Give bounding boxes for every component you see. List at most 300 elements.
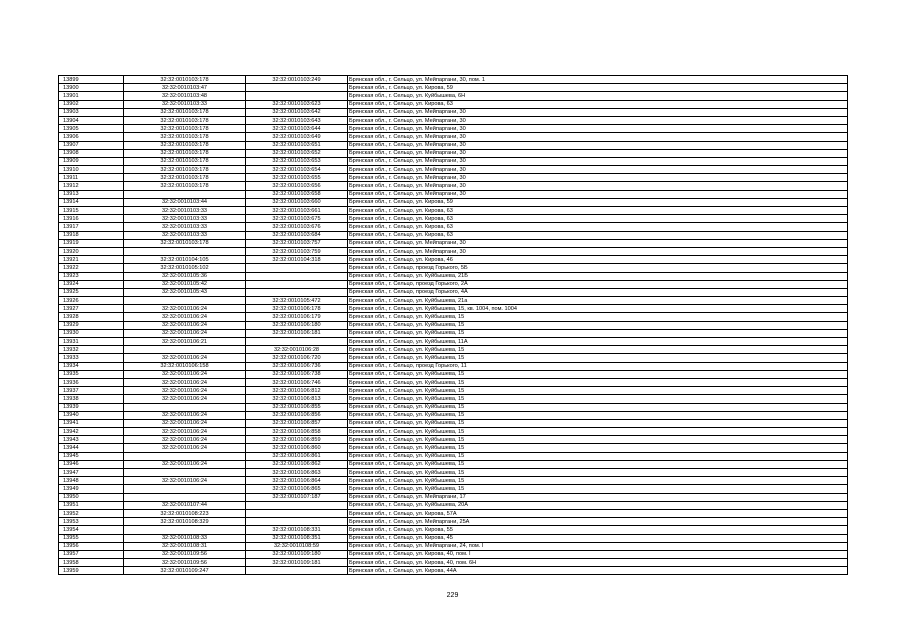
row-number-cell: 13913 (59, 190, 124, 198)
cadastral-number-cell: 32:32:0010109:56 (124, 550, 246, 558)
object-number-cell: 32:32:0010103:661 (246, 207, 348, 215)
object-number-cell: 32:32:0010103:651 (246, 141, 348, 149)
address-cell: Брянская обл., г. Сельцо, проезд Горького, 11 (348, 362, 848, 370)
object-number-cell: 32:32:0010106:856 (246, 411, 348, 419)
row-number-cell: 13924 (59, 280, 124, 288)
table-row (59, 272, 848, 280)
row-number-cell: 13947 (59, 469, 124, 477)
address-cell: Брянская обл., г. Сельцо, ул. Куйбышева, 6Н (348, 92, 848, 100)
address-cell: Брянская обл., г. Сельцо, ул. Кирова, 57А (348, 509, 848, 517)
object-number-cell: 32:32:0010106:859 (246, 436, 348, 444)
row-number-cell: 13948 (59, 477, 124, 485)
row-number-cell: 13926 (59, 297, 124, 305)
row-number-cell: 13916 (59, 215, 124, 223)
address-cell: Брянская обл., г. Сельцо, ул. Куйбышева, 15 (348, 419, 848, 427)
address-cell: Брянская обл., г. Сельцо, ул. Куйбышева, 15 (348, 354, 848, 362)
row-number-cell: 13939 (59, 403, 124, 411)
object-number-cell: 32:32:0010106:736 (246, 362, 348, 370)
table-row (59, 567, 848, 575)
object-number-cell: 32:32:0010104:318 (246, 256, 348, 264)
table-row (59, 84, 848, 92)
row-number-cell: 13944 (59, 444, 124, 452)
object-number-cell: 32:32:0010103:643 (246, 116, 348, 124)
row-number-cell: 13901 (59, 92, 124, 100)
object-number-cell (246, 567, 348, 575)
object-number-cell (246, 518, 348, 526)
table-row (59, 509, 848, 517)
cadastral-number-cell: 32:32:0010106:24 (124, 419, 246, 427)
object-number-cell: 32:32:0010103:656 (246, 182, 348, 190)
table-row (59, 297, 848, 305)
cadastral-number-cell (124, 526, 246, 534)
row-number-cell: 13927 (59, 305, 124, 313)
object-number-cell: 32:32:0010103:658 (246, 190, 348, 198)
table-row (59, 559, 848, 567)
address-cell: Брянская обл., г. Сельцо, ул. Куйбышева, 15 (348, 436, 848, 444)
object-number-cell: 32:32:0010106:178 (246, 305, 348, 313)
table-row (59, 526, 848, 534)
cadastral-number-cell: 32:32:0010103:178 (124, 149, 246, 157)
registry-table (58, 75, 848, 575)
cadastral-number-cell: 32:32:0010106:24 (124, 313, 246, 321)
object-number-cell: 32:32:0010103:653 (246, 157, 348, 165)
row-number-cell: 13946 (59, 460, 124, 468)
address-cell: Брянская обл., г. Сельцо, ул. Кирова, 63 (348, 100, 848, 108)
address-cell: Брянская обл., г. Сельцо, ул. Куйбышева, 15 (348, 395, 848, 403)
object-number-cell: 32:32:0010103:675 (246, 215, 348, 223)
cadastral-number-cell (124, 297, 246, 305)
address-cell: Брянская обл., г. Сельцо, ул. Куйбышева, 15 (348, 403, 848, 411)
row-number-cell: 13906 (59, 133, 124, 141)
address-cell: Брянская обл., г. Сельцо, ул. Кирова, 63 (348, 207, 848, 215)
address-cell: Брянская обл., г. Сельцо, ул. Мейпаргани, 17 (348, 493, 848, 501)
table-row (59, 346, 848, 354)
table-row (59, 518, 848, 526)
object-number-cell (246, 509, 348, 517)
table-row (59, 247, 848, 255)
object-number-cell: 32:32:0010106:864 (246, 477, 348, 485)
cadastral-number-cell: 32:32:0010106:21 (124, 338, 246, 346)
cadastral-number-cell: 32:32:0010106:24 (124, 329, 246, 337)
object-number-cell (246, 338, 348, 346)
row-number-cell: 13915 (59, 207, 124, 215)
table-row (59, 338, 848, 346)
table-row (59, 534, 848, 542)
table-row (59, 198, 848, 206)
cadastral-number-cell: 32:32:0010106:24 (124, 411, 246, 419)
row-number-cell: 13925 (59, 288, 124, 296)
cadastral-number-cell: 32:32:0010106:24 (124, 378, 246, 386)
cadastral-number-cell: 32:32:0010103:178 (124, 116, 246, 124)
cadastral-number-cell: 32:32:0010108:31 (124, 542, 246, 550)
object-number-cell: 32:32:0010106:738 (246, 370, 348, 378)
cadastral-number-cell: 32:32:0010103:178 (124, 108, 246, 116)
address-cell: Брянская обл., г. Сельцо, ул. Кирова, 44А (348, 567, 848, 575)
address-cell: Брянская обл., г. Сельцо, ул. Куйбышева, 15 (348, 411, 848, 419)
row-number-cell: 13932 (59, 346, 124, 354)
address-cell: Брянская обл., г. Сельцо, проезд Горького, 5Б (348, 264, 848, 272)
cadastral-number-cell: 32:32:0010103:178 (124, 76, 246, 84)
row-number-cell: 13945 (59, 452, 124, 460)
table-row (59, 125, 848, 133)
object-number-cell: 32:32:0010106:855 (246, 403, 348, 411)
row-number-cell: 13942 (59, 428, 124, 436)
row-number-cell: 13937 (59, 387, 124, 395)
address-cell: Брянская обл., г. Сельцо, ул. Куйбышева, 15 (348, 469, 848, 477)
table-row (59, 76, 848, 84)
address-cell: Брянская обл., г. Сельцо, ул. Куйбышева, 15 (348, 378, 848, 386)
address-cell: Брянская обл., г. Сельцо, ул. Мейпаргани, 30 (348, 108, 848, 116)
table-row (59, 329, 848, 337)
table-row (59, 141, 848, 149)
address-cell: Брянская обл., г. Сельцо, ул. Мейпаргани, 30 (348, 116, 848, 124)
row-number-cell: 13956 (59, 542, 124, 550)
object-number-cell: 32:32:0010103:655 (246, 174, 348, 182)
row-number-cell: 13907 (59, 141, 124, 149)
cadastral-number-cell: 32:32:0010105:42 (124, 280, 246, 288)
address-cell: Брянская обл., г. Сельцо, ул. Кирова, 46 (348, 256, 848, 264)
row-number-cell: 13951 (59, 501, 124, 509)
address-cell: Брянская обл., г. Сельцо, проезд Горького, 2А (348, 280, 848, 288)
address-cell: Брянская обл., г. Сельцо, ул. Мейпаргани, 30, пом. 1 (348, 76, 848, 84)
row-number-cell: 13917 (59, 223, 124, 231)
cadastral-number-cell: 32:32:0010103:178 (124, 133, 246, 141)
row-number-cell: 13958 (59, 559, 124, 567)
row-number-cell: 13938 (59, 395, 124, 403)
object-number-cell: 32:32:0010106:857 (246, 419, 348, 427)
object-number-cell (246, 264, 348, 272)
address-cell: Брянская обл., г. Сельцо, ул. Кирова, 63 (348, 231, 848, 239)
table-row (59, 395, 848, 403)
row-number-cell: 13940 (59, 411, 124, 419)
row-number-cell: 13929 (59, 321, 124, 329)
row-number-cell: 13933 (59, 354, 124, 362)
address-cell: Брянская обл., г. Сельцо, ул. Кирова, 55 (348, 526, 848, 534)
table-row (59, 100, 848, 108)
cadastral-number-cell (124, 469, 246, 477)
table-row (59, 313, 848, 321)
object-number-cell: 32:32:0010107:187 (246, 493, 348, 501)
address-cell: Брянская обл., г. Сельцо, ул. Мейпаргани, 30 (348, 190, 848, 198)
address-cell: Брянская обл., г. Сельцо, ул. Кирова, 59 (348, 84, 848, 92)
address-cell: Брянская обл., г. Сельцо, ул. Мейпаргани, 30 (348, 174, 848, 182)
object-number-cell: 32:32:0010106:720 (246, 354, 348, 362)
object-number-cell: 32:32:0010103:757 (246, 239, 348, 247)
object-number-cell: 32:32:0010106:861 (246, 452, 348, 460)
cadastral-number-cell: 32:32:0010103:33 (124, 207, 246, 215)
row-number-cell: 13957 (59, 550, 124, 558)
cadastral-number-cell: 32:32:0010106:24 (124, 321, 246, 329)
row-number-cell: 13905 (59, 125, 124, 133)
cadastral-number-cell: 32:32:0010103:178 (124, 157, 246, 165)
row-number-cell: 13936 (59, 378, 124, 386)
object-number-cell: 32:32:0010103:684 (246, 231, 348, 239)
object-number-cell (246, 92, 348, 100)
cadastral-number-cell (124, 247, 246, 255)
cadastral-number-cell: 32:32:0010106:24 (124, 444, 246, 452)
table-row (59, 133, 848, 141)
cadastral-number-cell: 32:32:0010106:24 (124, 354, 246, 362)
cadastral-number-cell: 32:32:0010106:24 (124, 477, 246, 485)
table-row (59, 387, 848, 395)
cadastral-number-cell: 32:32:0010106:24 (124, 387, 246, 395)
address-cell: Брянская обл., г. Сельцо, ул. Куйбышева, 21а (348, 297, 848, 305)
object-number-cell: 32:32:0010103:652 (246, 149, 348, 157)
cadastral-number-cell: 32:32:0010106:158 (124, 362, 246, 370)
table-row (59, 157, 848, 165)
table-row (59, 485, 848, 493)
object-number-cell (246, 272, 348, 280)
row-number-cell: 13959 (59, 567, 124, 575)
row-number-cell: 13919 (59, 239, 124, 247)
cadastral-number-cell: 32:32:0010103:178 (124, 125, 246, 133)
table-row (59, 436, 848, 444)
table-row (59, 452, 848, 460)
row-number-cell: 13903 (59, 108, 124, 116)
address-cell: Брянская обл., г. Сельцо, ул. Кирова, 40, пом. I (348, 550, 848, 558)
address-cell: Брянская обл., г. Сельцо, ул. Кирова, 45 (348, 534, 848, 542)
address-cell: Брянская обл., г. Сельцо, ул. Куйбышева, 15 (348, 387, 848, 395)
table-row (59, 321, 848, 329)
cadastral-number-cell: 32:32:0010106:24 (124, 460, 246, 468)
address-cell: Брянская обл., г. Сельцо, ул. Куйбышева, 11А (348, 338, 848, 346)
cadastral-number-cell: 32:32:0010109:56 (124, 559, 246, 567)
cadastral-number-cell: 32:32:0010103:33 (124, 215, 246, 223)
table-row (59, 166, 848, 174)
cadastral-number-cell (124, 346, 246, 354)
row-number-cell: 13909 (59, 157, 124, 165)
row-number-cell: 13900 (59, 84, 124, 92)
table-row (59, 207, 848, 215)
table-row (59, 190, 848, 198)
row-number-cell: 13930 (59, 329, 124, 337)
table-row (59, 108, 848, 116)
address-cell: Брянская обл., г. Сельцо, ул. Куйбышева, 15 (348, 428, 848, 436)
row-number-cell: 13941 (59, 419, 124, 427)
address-cell: Брянская обл., г. Сельцо, ул. Куйбышева, 15 (348, 444, 848, 452)
cadastral-number-cell: 32:32:0010106:24 (124, 428, 246, 436)
row-number-cell: 13912 (59, 182, 124, 190)
address-cell: Брянская обл., г. Сельцо, ул. Кирова, 63 (348, 223, 848, 231)
address-cell: Брянская обл., г. Сельцо, ул. Мейпаргани, 30 (348, 247, 848, 255)
row-number-cell: 13902 (59, 100, 124, 108)
object-number-cell: 32:32:0010106:865 (246, 485, 348, 493)
address-cell: Брянская обл., г. Сельцо, ул. Куйбышева, 15 (348, 477, 848, 485)
row-number-cell: 13955 (59, 534, 124, 542)
row-number-cell: 13950 (59, 493, 124, 501)
row-number-cell: 13952 (59, 509, 124, 517)
cadastral-number-cell: 32:32:0010103:48 (124, 92, 246, 100)
address-cell: Брянская обл., г. Сельцо, ул. Мейпаргани, 25А (348, 518, 848, 526)
object-number-cell: 32:32:0010103:676 (246, 223, 348, 231)
cadastral-number-cell: 32:32:0010103:178 (124, 174, 246, 182)
object-number-cell: 32:32:0010106:179 (246, 313, 348, 321)
object-number-cell: 32:32:0010103:249 (246, 76, 348, 84)
object-number-cell: 32:32:0010106:860 (246, 444, 348, 452)
object-number-cell: 32:32:0010109:180 (246, 550, 348, 558)
row-number-cell: 13918 (59, 231, 124, 239)
row-number-cell: 13922 (59, 264, 124, 272)
object-number-cell: 32:32:0010105:472 (246, 297, 348, 305)
row-number-cell: 13949 (59, 485, 124, 493)
table-row (59, 550, 848, 558)
cadastral-number-cell: 32:32:0010103:178 (124, 166, 246, 174)
cadastral-number-cell: 32:32:0010103:33 (124, 223, 246, 231)
table-row (59, 411, 848, 419)
address-cell: Брянская обл., г. Сельцо, ул. Куйбышева, 15 (348, 485, 848, 493)
row-number-cell: 13928 (59, 313, 124, 321)
cadastral-number-cell: 32:32:0010103:44 (124, 198, 246, 206)
table-row (59, 460, 848, 468)
address-cell: Брянская обл., г. Сельцо, ул. Куйбышева, 15 (348, 346, 848, 354)
table-row (59, 305, 848, 313)
cadastral-number-cell: 32:32:0010105:43 (124, 288, 246, 296)
address-cell: Брянская обл., г. Сельцо, ул. Мейпаргани, 30 (348, 182, 848, 190)
object-number-cell: 32:32:0010106:180 (246, 321, 348, 329)
address-cell: Брянская обл., г. Сельцо, ул. Куйбышева, 15 (348, 452, 848, 460)
cadastral-number-cell (124, 493, 246, 501)
address-cell: Брянская обл., г. Сельцо, ул. Куйбышева, 15 (348, 370, 848, 378)
row-number-cell: 13953 (59, 518, 124, 526)
object-number-cell (246, 280, 348, 288)
table-row (59, 264, 848, 272)
address-cell: Брянская обл., г. Сельцо, ул. Куйбышева, 15 (348, 313, 848, 321)
address-cell: Брянская обл., г. Сельцо, ул. Мейпаргани, 30 (348, 133, 848, 141)
row-number-cell: 13914 (59, 198, 124, 206)
address-cell: Брянская обл., г. Сельцо, ул. Мейпаргани, 30 (348, 239, 848, 247)
object-number-cell: 32:32:0010103:644 (246, 125, 348, 133)
table-row (59, 370, 848, 378)
cadastral-number-cell (124, 403, 246, 411)
table-row (59, 215, 848, 223)
object-number-cell: 32:32:0010106:181 (246, 329, 348, 337)
cadastral-number-cell: 32:32:0010108:33 (124, 534, 246, 542)
table-row (59, 419, 848, 427)
cadastral-number-cell: 32:32:0010103:178 (124, 182, 246, 190)
address-cell: Брянская обл., г. Сельцо, ул. Мейпаргани, 30 (348, 125, 848, 133)
row-number-cell: 13910 (59, 166, 124, 174)
address-cell: Брянская обл., г. Сельцо, ул. Куйбышева, 15 (348, 329, 848, 337)
object-number-cell: 32:32:0010106:858 (246, 428, 348, 436)
row-number-cell: 13943 (59, 436, 124, 444)
object-number-cell: 32:32:0010106:862 (246, 460, 348, 468)
object-number-cell: 32:32:0010106:813 (246, 395, 348, 403)
table-row (59, 116, 848, 124)
table-row (59, 182, 848, 190)
row-number-cell: 13935 (59, 370, 124, 378)
table-row (59, 288, 848, 296)
cadastral-number-cell (124, 452, 246, 460)
address-cell: Брянская обл., г. Сельцо, ул. Куйбышева, 15 (348, 321, 848, 329)
object-number-cell (246, 84, 348, 92)
address-cell: Брянская обл., г. Сельцо, ул. Мейпаргани, 30 (348, 149, 848, 157)
table-row (59, 354, 848, 362)
address-cell: Брянская обл., г. Сельцо, ул. Мейпаргани, 24, пом. I (348, 542, 848, 550)
object-number-cell: 32:32:0010106:746 (246, 378, 348, 386)
address-cell: Брянская обл., г. Сельцо, ул. Куйбышева, 21Б (348, 272, 848, 280)
row-number-cell: 13923 (59, 272, 124, 280)
cadastral-number-cell: 32:32:0010106:24 (124, 305, 246, 313)
row-number-cell: 13899 (59, 76, 124, 84)
row-number-cell: 13954 (59, 526, 124, 534)
object-number-cell: 32:32:0010108:351 (246, 534, 348, 542)
table-row (59, 256, 848, 264)
object-number-cell (246, 288, 348, 296)
cadastral-number-cell: 32:32:0010109:247 (124, 567, 246, 575)
object-number-cell: 32:32:0010103:649 (246, 133, 348, 141)
object-number-cell: 32:32:0010103:759 (246, 247, 348, 255)
cadastral-number-cell: 32:32:0010106:24 (124, 370, 246, 378)
cadastral-number-cell: 32:32:0010108:329 (124, 518, 246, 526)
cadastral-number-cell: 32:32:0010103:33 (124, 231, 246, 239)
cadastral-number-cell: 32:32:0010103:178 (124, 141, 246, 149)
cadastral-number-cell: 32:32:0010106:24 (124, 395, 246, 403)
row-number-cell: 13908 (59, 149, 124, 157)
object-number-cell: 32:32:0010108:331 (246, 526, 348, 534)
table-row (59, 477, 848, 485)
address-cell: Брянская обл., г. Сельцо, ул. Кирова, 59 (348, 198, 848, 206)
table-row (59, 469, 848, 477)
table-row (59, 174, 848, 182)
table-row (59, 362, 848, 370)
address-cell: Брянская обл., г. Сельцо, ул. Куйбышева, 15, кв. 1004, пом. 1004 (348, 305, 848, 313)
cadastral-number-cell (124, 190, 246, 198)
table-row (59, 149, 848, 157)
cadastral-number-cell: 32:32:0010103:178 (124, 239, 246, 247)
address-cell: Брянская обл., г. Сельцо, проезд Горького, 4А (348, 288, 848, 296)
table-row (59, 542, 848, 550)
row-number-cell: 13911 (59, 174, 124, 182)
table-row (59, 280, 848, 288)
table-row (59, 501, 848, 509)
cadastral-number-cell: 32:32:0010108:223 (124, 509, 246, 517)
table-row (59, 378, 848, 386)
page-number: 229 (446, 592, 459, 599)
table-row (59, 239, 848, 247)
object-number-cell: 32:32:0010108:59 (246, 542, 348, 550)
cadastral-number-cell: 32:32:0010103:33 (124, 100, 246, 108)
object-number-cell: 32:32:0010106:812 (246, 387, 348, 395)
object-number-cell: 32:32:0010103:623 (246, 100, 348, 108)
cadastral-number-cell: 32:32:0010107:44 (124, 501, 246, 509)
object-number-cell: 32:32:0010106:28 (246, 346, 348, 354)
object-number-cell: 32:32:0010103:642 (246, 108, 348, 116)
table-row (59, 444, 848, 452)
cadastral-number-cell (124, 485, 246, 493)
table-row (59, 223, 848, 231)
address-cell: Брянская обл., г. Сельцо, ул. Мейпаргани, 30 (348, 166, 848, 174)
row-number-cell: 13931 (59, 338, 124, 346)
address-cell: Брянская обл., г. Сельцо, ул. Куйбышева, 20А (348, 501, 848, 509)
row-number-cell: 13920 (59, 247, 124, 255)
object-number-cell: 32:32:0010106:863 (246, 469, 348, 477)
address-cell: Брянская обл., г. Сельцо, ул. Мейпаргани, 30 (348, 157, 848, 165)
cadastral-number-cell: 32:32:0010104:105 (124, 256, 246, 264)
row-number-cell: 13934 (59, 362, 124, 370)
cadastral-number-cell: 32:32:0010105:102 (124, 264, 246, 272)
row-number-cell: 13921 (59, 256, 124, 264)
address-cell: Брянская обл., г. Сельцо, ул. Мейпаргани, 30 (348, 141, 848, 149)
object-number-cell: 32:32:0010103:660 (246, 198, 348, 206)
row-number-cell: 13904 (59, 116, 124, 124)
address-cell: Брянская обл., г. Сельцо, ул. Кирова, 63 (348, 215, 848, 223)
cadastral-number-cell: 32:32:0010103:47 (124, 84, 246, 92)
table-row (59, 231, 848, 239)
cadastral-number-cell: 32:32:0010105:36 (124, 272, 246, 280)
table-row (59, 428, 848, 436)
table-row (59, 493, 848, 501)
registry-table-body (59, 76, 848, 575)
